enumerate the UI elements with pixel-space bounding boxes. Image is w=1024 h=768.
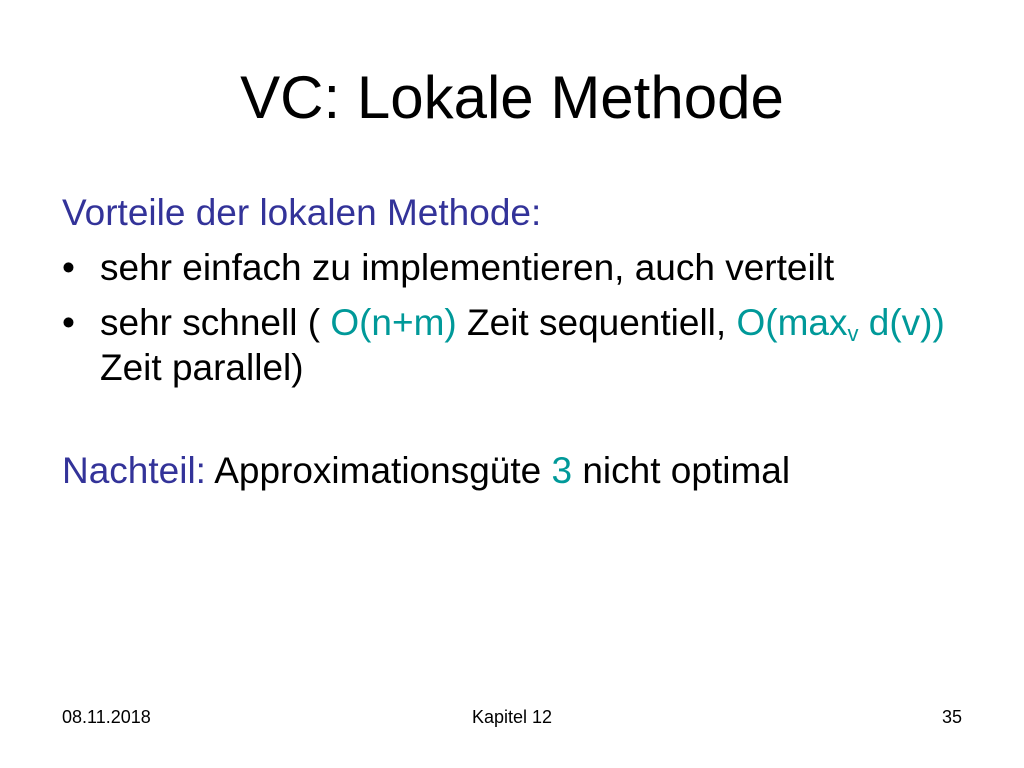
- parallel-complexity: [736, 302, 945, 346]
- parallel-complexity-part: d(v)): [858, 302, 945, 343]
- bullet-fast-runtime: [62, 300, 992, 390]
- bullet-text-part: Zeit parallel): [100, 347, 304, 388]
- downside-text: Approximationsgüte: [205, 450, 552, 491]
- bullet-text: sehr einfach zu implementieren, auch verteilt: [100, 247, 835, 288]
- approximation-factor: 3: [551, 450, 573, 491]
- bullet-text-part: Zeit sequentiell,: [456, 302, 737, 343]
- bullet-text-part: sehr schnell (: [100, 302, 331, 343]
- sequential-complexity: O(n+m): [330, 302, 457, 343]
- bullet-simple-implementation: [62, 245, 992, 290]
- footer-date: 08.11.2018: [62, 707, 151, 727]
- bullet-marker: •: [62, 302, 75, 343]
- downside-text: nicht optimal: [572, 450, 791, 491]
- slide-content: [62, 190, 992, 493]
- parallel-complexity-subscript: v: [847, 321, 859, 346]
- slide-title: VC: Lokale Methode: [240, 64, 784, 131]
- spacer: [62, 400, 992, 448]
- parallel-complexity-part: O(max: [736, 302, 848, 343]
- downside-label: Nachteil:: [62, 450, 206, 491]
- footer-chapter: Kapitel 12: [471, 707, 553, 727]
- footer-page-number: 35: [941, 707, 962, 727]
- advantages-heading: Vorteile der lokalen Methode:: [62, 192, 542, 233]
- downside-line: [62, 448, 992, 493]
- bullet-marker: •: [62, 247, 75, 288]
